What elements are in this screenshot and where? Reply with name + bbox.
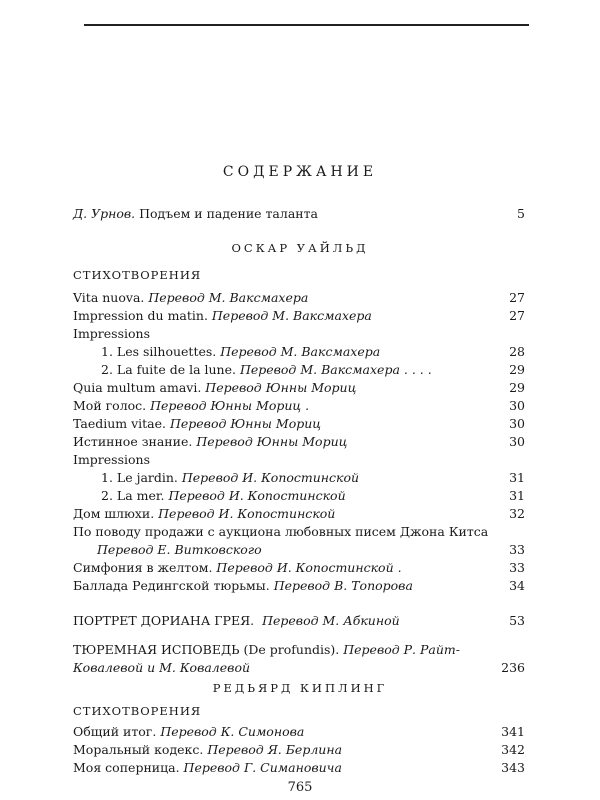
top-rule — [84, 24, 529, 26]
preface-page: 5 — [517, 206, 525, 221]
poems-label: СТИХОТВОРЕНИЯ — [73, 268, 202, 282]
section-heading-kipling: РЕДЬЯРД КИПЛИНГ — [212, 681, 388, 695]
toc-entry: 2. La mer. Перевод И. Копостинской 31 — [101, 488, 525, 503]
toc-entry: Quia multum amavi. Перевод Юнны Мориц 29 — [73, 380, 525, 395]
toc-entry: Моя соперница. Перевод Г. Симановича 343 — [73, 760, 525, 775]
de-profundis-entry-cont: Ковалевой и М. Ковалевой 236 — [73, 660, 525, 675]
section-heading-wilde: ОСКАР УАЙЛЬД — [231, 241, 369, 255]
toc-entry: Impressions — [73, 452, 150, 467]
toc-entry: 2. La fuite de la lune. Перевод М. Ваксмахера . . . . 29 — [101, 362, 525, 377]
page-title: СОДЕРЖАНИЕ — [222, 164, 378, 180]
toc-entry: Баллада Редингской тюрьмы. Перевод В. Топорова 34 — [73, 578, 525, 593]
toc-entry: Мой голос. Перевод Юнны Мориц . 30 — [73, 398, 525, 413]
toc-entry: Дом шлюхи. Перевод И. Копостинской 32 — [73, 506, 525, 521]
toc-entry: Симфония в желтом. Перевод И. Копостинской . 33 — [73, 560, 525, 575]
poems-label-kipling: СТИХОТВОРЕНИЯ — [73, 704, 202, 718]
toc-entry: Impression du matin. Перевод М. Ваксмахера 27 — [73, 308, 525, 323]
toc-entry: Общий итог. Перевод К. Симонова 341 — [73, 724, 525, 739]
toc-entry: По поводу продажи с аукциона любовных писем Джона Китса — [73, 524, 489, 539]
preface-entry — [73, 205, 525, 223]
de-profundis-entry: ТЮРЕМНАЯ ИСПОВЕДЬ (De profundis). Перевод Р. Райт- — [73, 642, 460, 657]
toc-entry: Истинное знание. Перевод Юнны Мориц 30 — [73, 434, 525, 449]
toc-entry: 1. Les silhouettes. Перевод М. Ваксмахера 28 — [101, 344, 525, 359]
toc-entry: Taedium vitae. Перевод Юнны Мориц 30 — [73, 416, 525, 431]
toc-entry: Impressions — [73, 326, 150, 341]
toc-entry: 1. Le jardin. Перевод И. Копостинской 31 — [101, 470, 525, 485]
dorian-gray-entry: ПОРТРЕТ ДОРИАНА ГРЕЯ. Перевод М. Абкиной 53 — [73, 613, 525, 628]
page-number: 765 — [287, 780, 313, 795]
preface-author: Д. Урнов. — [73, 206, 136, 221]
toc-entry: Vita nuova. Перевод М. Ваксмахера 27 — [73, 290, 525, 305]
toc-entry: Перевод Е. Витковского 33 — [97, 542, 525, 557]
toc-entry: Моральный кодекс. Перевод Я. Берлина 342 — [73, 742, 525, 757]
preface-text: Подъем и падение таланта — [135, 206, 318, 221]
